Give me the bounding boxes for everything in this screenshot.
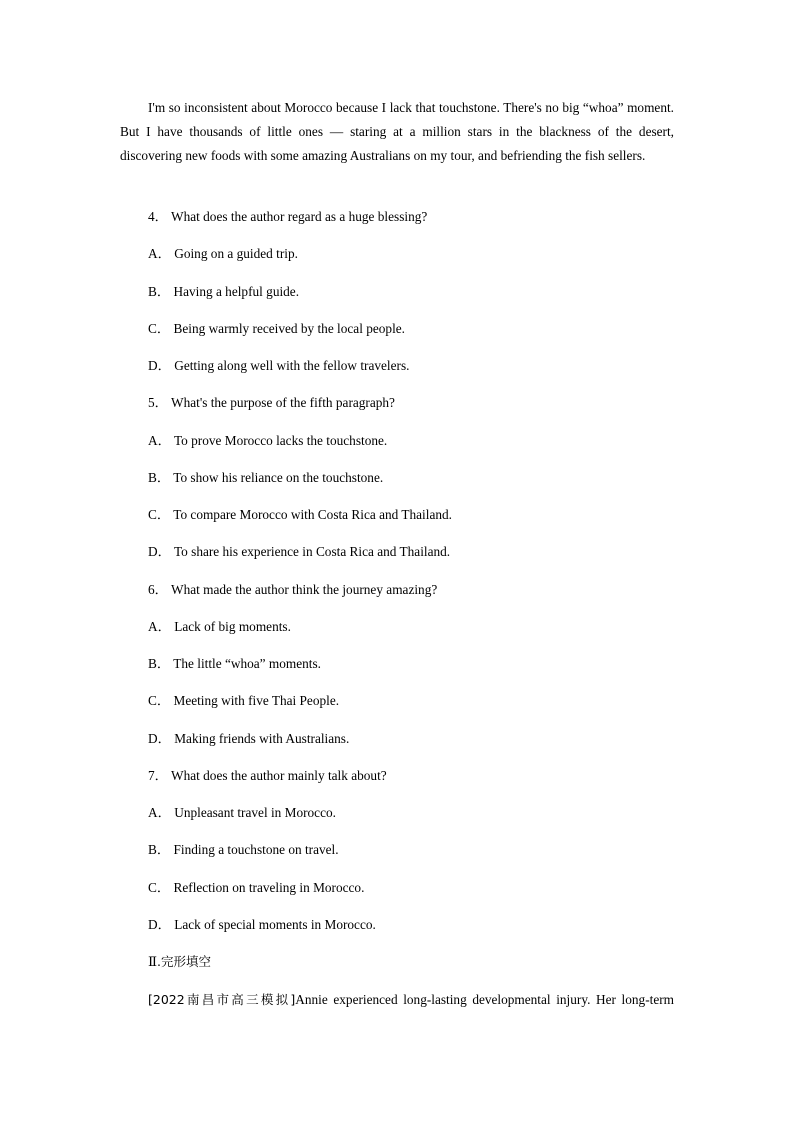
question-4-option-c: C． Being warmly received by the local people. [148,321,405,336]
question-4-option-a: A． Going on a guided trip. [148,246,298,261]
question-6-option-d: D． Making friends with Australians. [148,731,350,746]
passage-paragraph: I'm so inconsistent about Morocco because I lack that touchstone. There's no big “whoa” moment. But I have thousands of little ones — staring at a million stars in the blackness of the desert, discovering new foods with some amazing Australians on my tour, and befriending the fish sellers. [120,100,674,163]
section-heading [148,953,688,971]
question-6-stem: 6． What made the author think the journey amazing? [148,582,438,597]
question-5-stem: 5． What's the purpose of the fifth paragraph? [148,395,395,410]
question-6-option-a: A． Lack of big moments. [148,619,291,634]
question-6-option-b: B． The little “whoa” moments. [148,656,321,671]
question-7-option-c: C． Reflection on traveling in Morocco. [148,880,365,895]
section-numeral: Ⅱ [148,954,158,969]
question-7-option-d: D． Lack of special moments in Morocco. [148,917,376,932]
next-passage-text: Annie experienced long-lasting developmental injury. Her long-term [295,992,674,1007]
question-6-option-c: C． Meeting with five Thai People. [148,693,340,708]
question-5-option-c: C． To compare Morocco with Costa Rica and Thailand. [148,507,452,522]
question-7-option-b: B． Finding a touchstone on travel. [148,842,339,857]
next-passage-first-line [148,989,674,1011]
question-5-option-a: A． To prove Morocco lacks the touchstone. [148,433,388,448]
question-7-option-a: A． Unpleasant travel in Morocco. [148,805,336,820]
question-4-option-d: D． Getting along well with the fellow travelers. [148,358,410,373]
question-4-stem: 4． What does the author regard as a huge blessing? [148,209,428,224]
section-title: .完形填空 [157,954,212,969]
next-passage-source: [2022南昌市高三模拟] [148,992,296,1007]
question-5-option-b: B． To show his reliance on the touchstone. [148,470,384,485]
question-4-option-b: B． Having a helpful guide. [148,284,300,299]
question-5-option-d: D． To share his experience in Costa Rica and Thailand. [148,544,451,559]
question-7-stem: 7． What does the author mainly talk about? [148,768,387,783]
